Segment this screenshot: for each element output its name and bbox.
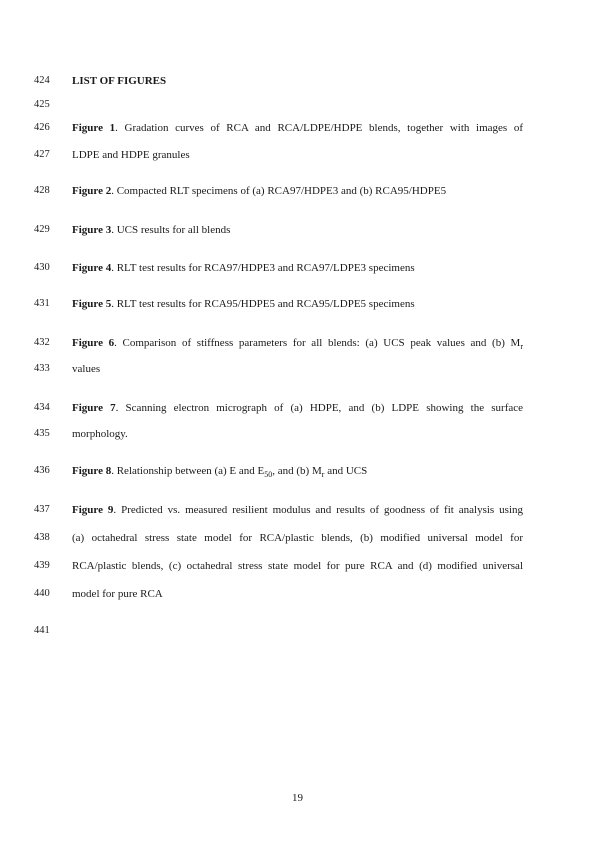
figure-9-label: Figure 9: [72, 504, 114, 516]
figure-1-label: Figure 1: [72, 122, 116, 134]
figure-2-caption: Figure 2. Compacted RLT specimens of (a) RCA97/HDPE3 and (b) RCA95/HDPE5: [72, 185, 447, 197]
figure-3-caption: Figure 3. UCS results for all blends: [72, 224, 231, 236]
line-number: 438: [34, 532, 50, 543]
line-number: 435: [34, 428, 50, 439]
figure-5-caption: Figure 5. RLT test results for RCA95/HDPE5 and RCA95/LDPE5 specimens: [72, 298, 415, 310]
line-number: 433: [34, 363, 50, 374]
figure-9-caption-continued: (a) octahedral stress state model for RCA/plastic blends, (b) modified universal model for: [72, 532, 523, 544]
figure-4-caption: Figure 4. RLT test results for RCA97/HDPE3 and RCA97/LDPE3 specimens: [72, 262, 415, 274]
list-heading: LIST OF FIGURES: [72, 75, 167, 87]
figure-6-caption-continued: values: [72, 363, 101, 375]
figure-1-caption-continued: LDPE and HDPE granules: [72, 149, 190, 161]
figure-7-label: Figure 7: [72, 402, 116, 414]
figure-5-caption-line: [0, 295, 595, 313]
line-number: 437: [34, 504, 50, 515]
line-number: 424: [34, 75, 50, 86]
figure-7-caption-line-2: [0, 425, 595, 443]
page-number: 19: [292, 792, 303, 804]
figure-9-caption-line-1: [0, 501, 595, 519]
figure-8-label: Figure 8: [72, 465, 112, 477]
figure-1-caption: Figure 1. Gradation curves of RCA and RCA/LDPE/HDPE blends, together with images of: [72, 122, 523, 134]
blank-line: [0, 96, 595, 114]
figure-9-caption: Figure 9. Predicted vs. measured resilient modulus and results of goodness of fit analysis using: [72, 504, 523, 516]
figure-5-label: Figure 5: [72, 298, 112, 310]
figure-2-caption-line: [0, 182, 595, 200]
list-heading-line: [0, 72, 595, 90]
figure-6-caption: Figure 6. Comparison of stiffness parameters for all blends: (a) UCS peak values and (b) $M_r$: [72, 337, 523, 352]
figure-2-label: Figure 2: [72, 185, 112, 197]
figure-7-caption: Figure 7. Scanning electron micrograph of (a) HDPE, and (b) LDPE showing the surface: [72, 402, 524, 414]
figure-7-caption-continued: morphology.: [72, 428, 128, 440]
figure-4-label: Figure 4: [72, 262, 112, 274]
figure-6-caption-line-2: [0, 360, 595, 378]
figure-6-caption-line-1: [0, 334, 595, 352]
line-number: 432: [34, 337, 50, 348]
figure-9-caption-continued: model for pure RCA: [72, 588, 163, 600]
figure-1-caption-line-2: [0, 146, 595, 164]
figure-3-label: Figure 3: [72, 224, 112, 236]
figure-9-caption-line-3: [0, 557, 595, 575]
figure-8-caption: Figure 8. Relationship between (a) E and $E_{50}$, and (b) $M_r$ and UCS: [72, 465, 368, 480]
figure-8-caption-line: [0, 462, 595, 480]
line-number: 441: [34, 625, 50, 636]
figure-7-caption-line-1: [0, 399, 595, 417]
line-number: 431: [34, 298, 50, 309]
figure-9-caption-continued: RCA/plastic blends, (c) octahedral stress state model for pure RCA and (d) modified universal: [72, 560, 523, 572]
line-number: 434: [34, 402, 50, 413]
line-number: 430: [34, 262, 50, 273]
line-number: 426: [34, 122, 50, 133]
figure-3-caption-line: [0, 221, 595, 239]
line-number: 425: [34, 99, 50, 110]
line-number: 429: [34, 224, 50, 235]
figure-6-label: Figure 6: [72, 337, 115, 349]
line-number: 440: [34, 588, 50, 599]
line-number: 428: [34, 185, 50, 196]
figure-9-caption-line-2: [0, 529, 595, 547]
figure-4-caption-line: [0, 259, 595, 277]
figure-1-caption-line-1: [0, 119, 595, 137]
figure-9-caption-line-4: [0, 585, 595, 603]
blank-line: [0, 622, 595, 640]
line-number: 439: [34, 560, 50, 571]
line-number: 436: [34, 465, 50, 476]
line-number: 427: [34, 149, 50, 160]
